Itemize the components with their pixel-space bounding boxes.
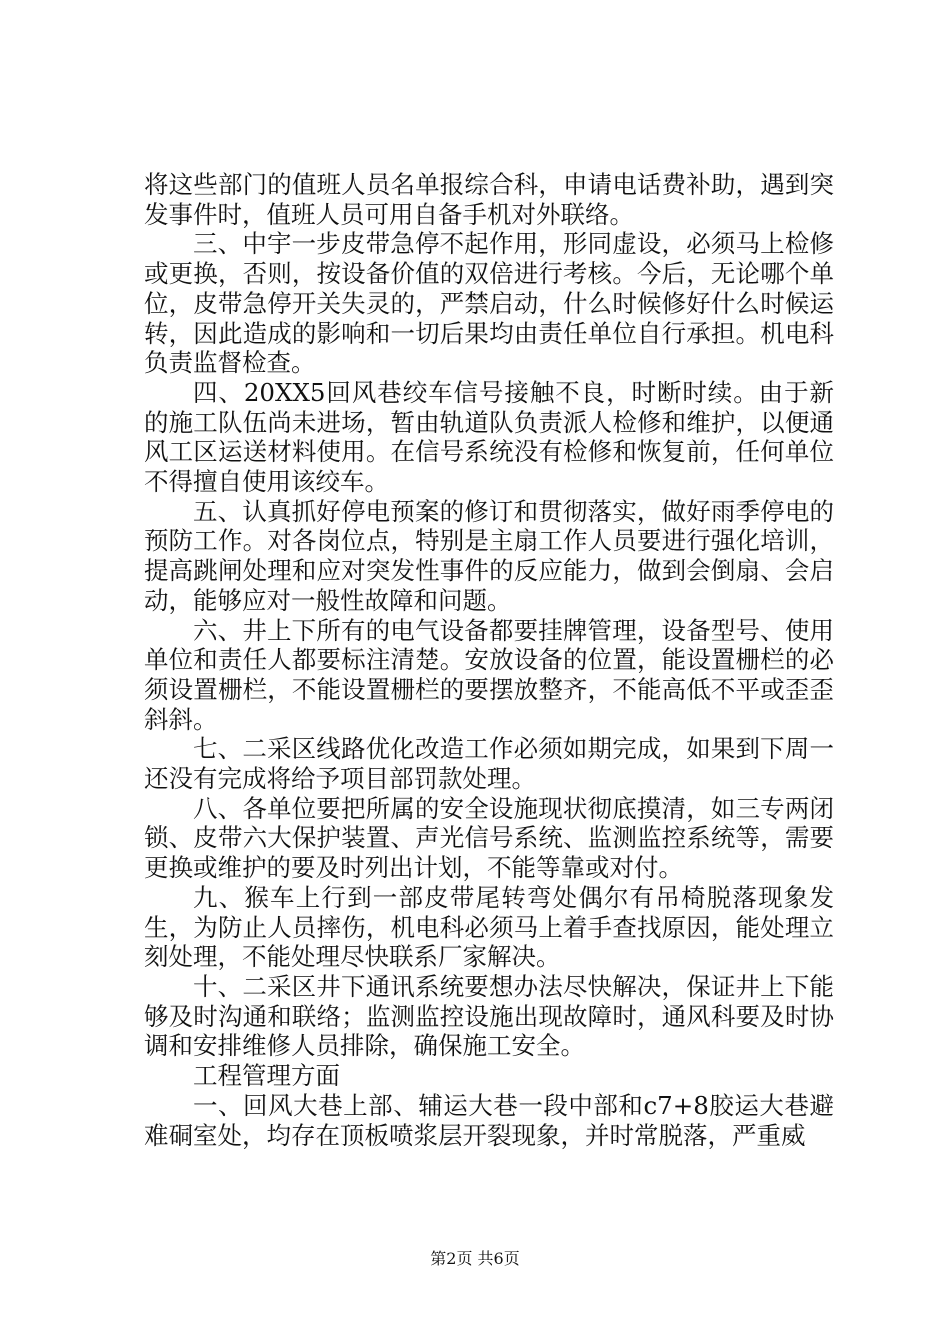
paragraph: 五、认真抓好停电预案的修订和贯彻落实，做好雨季停电的预防工作。对各岗位点，特别是主扇工作人员要进行强化培训，提高跳闸处理和应对突发性事件的反应能力，做到会倒扇、会启动，能够应对一般性故障和问题。 xyxy=(144,496,834,615)
paragraph: 六、井上下所有的电气设备都要挂牌管理，设备型号、使用单位和责任人都要标注清楚。安放设备的位置，能设置栅栏的必须设置栅栏，不能设置栅栏的要摆放整齐，不能高低不平或歪歪斜斜。 xyxy=(144,615,834,734)
paragraph: 七、二采区线路优化改造工作必须如期完成，如果到下周一还没有完成将给予项目部罚款处理。 xyxy=(144,734,834,794)
paragraph: 九、猴车上行到一部皮带尾转弯处偶尔有吊椅脱落现象发生，为防止人员摔伤，机电科必须马上着手查找原因，能处理立刻处理，不能处理尽快联系厂家解决。 xyxy=(144,882,834,972)
page-footer xyxy=(0,1246,950,1269)
paragraph: 三、中宇一步皮带急停不起作用，形同虚设，必须马上检修或更换，否则，按设备价值的双倍进行考核。今后，无论哪个单位，皮带急停开关失灵的，严禁启动，什么时候修好什么时候运转，因此造成的影响和一切后果均由责任单位自行承担。机电科负责监督检查。 xyxy=(144,229,834,378)
paragraph: 一、回风大巷上部、辅运大巷一段中部和c7+8胶运大巷避难硐室处，均存在顶板喷浆层开裂现象，并时常脱落，严重威 xyxy=(144,1090,834,1150)
paragraph: 八、各单位要把所属的安全设施现状彻底摸清，如三专两闭锁、皮带六大保护装置、声光信号系统、监测监控系统等，需要更换或维护的要及时列出计划，不能等靠或对付。 xyxy=(144,793,834,883)
paragraph: 将这些部门的值班人员名单报综合科，申请电话费补助，遇到突发事件时，值班人员可用自备手机对外联络。 xyxy=(144,170,834,229)
document-body xyxy=(144,170,834,1150)
paragraph: 四、20XX5回风巷绞车信号接触不良，时断时续。由于新的施工队伍尚未进场，暂由轨道队负责派人检修和维护，以便通风工区运送材料使用。在信号系统没有检修和恢复前，任何单位不得擅自使用该绞车。 xyxy=(144,377,834,497)
page-number: 第2页 共6页 xyxy=(430,1249,520,1268)
section-heading: 工程管理方面 xyxy=(193,1061,340,1091)
paragraph: 十、二采区井下通讯系统要想办法尽快解决，保证井上下能够及时沟通和联络；监测监控设施出现故障时，通风科要及时协调和安排维修人员排除，确保施工安全。 xyxy=(144,971,834,1061)
